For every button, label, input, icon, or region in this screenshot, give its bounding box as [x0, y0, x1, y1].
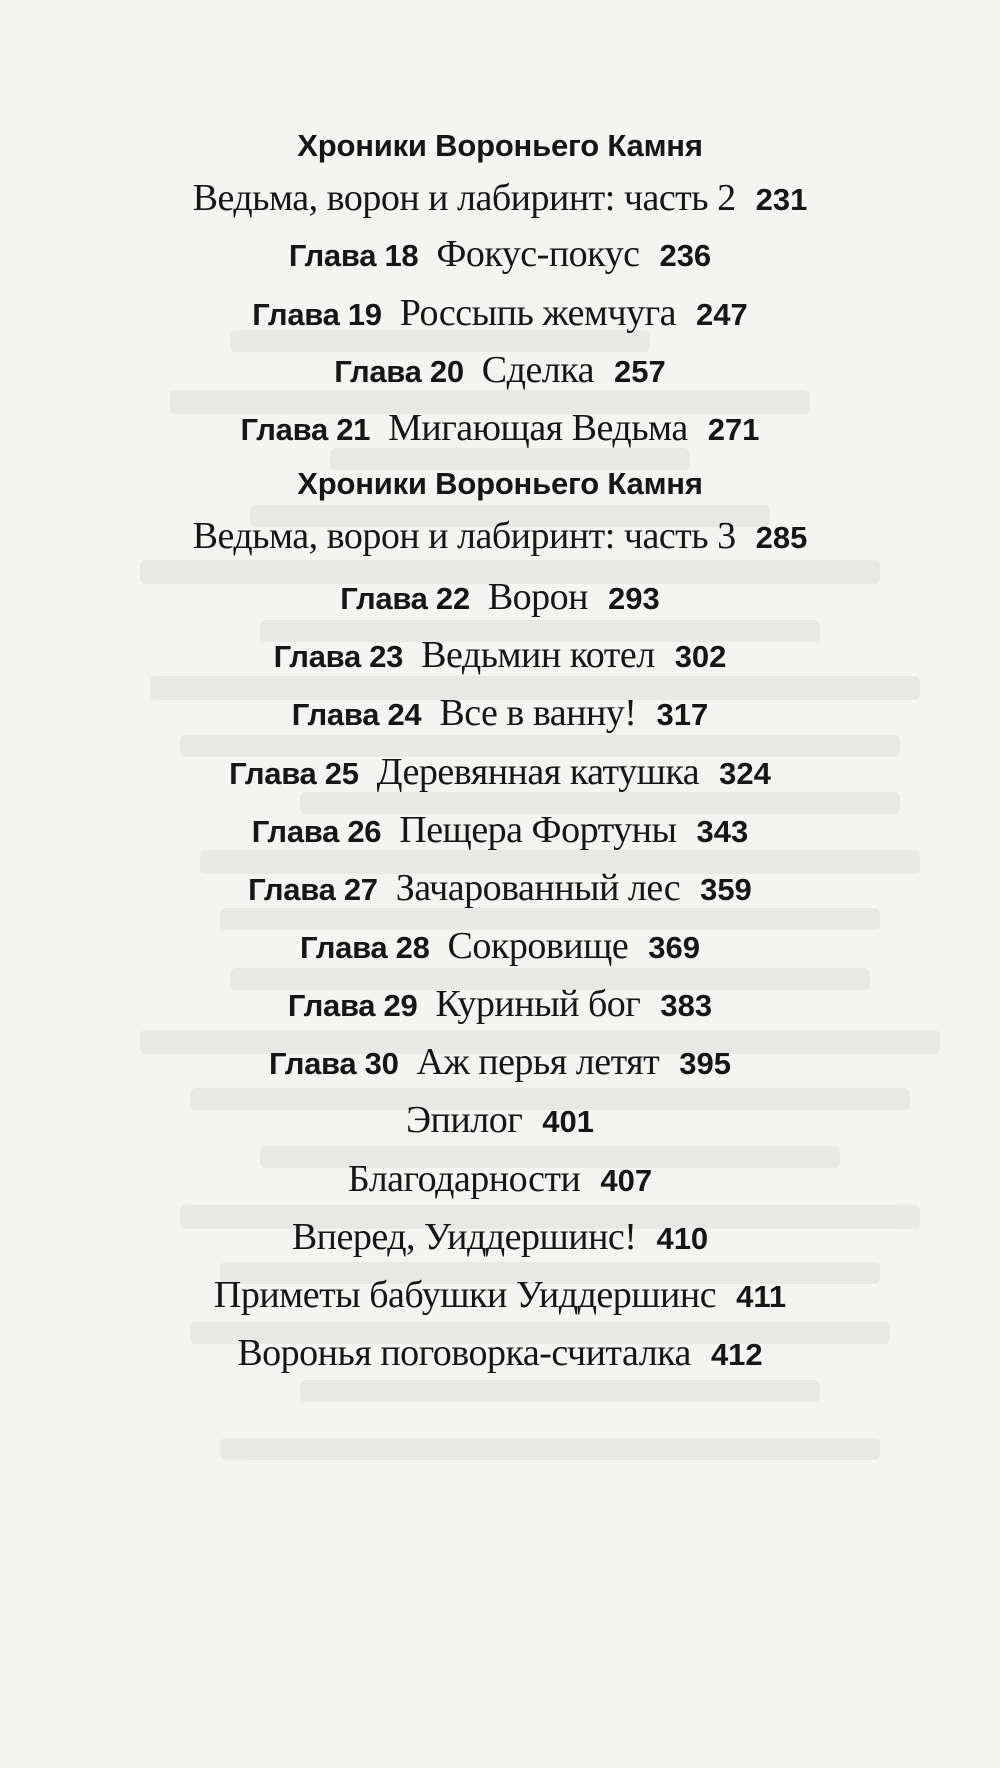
toc-entry: [0, 176, 1000, 220]
toc-entry: [0, 406, 1000, 450]
entry-title: Воронья поговорка-считалка: [237, 1332, 691, 1374]
page-number: 302: [674, 639, 727, 674]
toc-section-heading: [0, 128, 1000, 164]
entry-title: Все в ванну!: [439, 692, 637, 734]
entry-title: Сделка: [481, 349, 595, 391]
page-number: 407: [600, 1163, 653, 1198]
toc-entry: [0, 1215, 1000, 1259]
page-number: 257: [614, 354, 666, 389]
entry-title: Приметы бабушки Уиддершинс: [213, 1274, 717, 1316]
page-number: 236: [659, 238, 712, 273]
page-number: 383: [660, 988, 713, 1023]
page-number: 412: [710, 1337, 763, 1372]
page-number: 231: [755, 182, 808, 217]
toc-entry: [0, 514, 1000, 558]
entry-title: Зачарованный лес: [395, 867, 681, 909]
entry-title: Деревянная катушка: [376, 751, 700, 793]
entry-title: Эпилог: [405, 1099, 523, 1141]
page-number: 359: [700, 872, 752, 907]
entry-title: Ведьмин котел: [421, 634, 655, 676]
entry-title: Аж перья летят: [416, 1041, 660, 1083]
entry-title: Ворон: [487, 576, 588, 618]
toc-entry: [0, 232, 1000, 276]
page-number: 395: [679, 1046, 731, 1081]
chapter-label: Глава 22: [340, 581, 470, 616]
entry-title: Мигающая Ведьма: [388, 407, 688, 449]
page-number: 401: [542, 1104, 595, 1139]
entry-title: Куриный бог: [435, 983, 641, 1025]
chapter-label: Глава 24: [291, 697, 422, 732]
toc-entry: [0, 866, 1000, 910]
page-number: 369: [648, 930, 700, 965]
section-title: Хроники Вороньего Камня: [297, 128, 703, 163]
toc-entry: [0, 291, 1000, 335]
chapter-label: Глава 20: [334, 354, 464, 389]
toc-section-heading: [0, 466, 1000, 502]
toc-entry: [0, 1331, 1000, 1375]
page-number: 343: [696, 814, 749, 849]
page-number: 271: [707, 412, 760, 447]
toc-entry: [0, 633, 1000, 677]
toc-entry: [0, 808, 1000, 852]
chapter-label: Глава 30: [268, 1046, 399, 1081]
chapter-label: Глава 28: [300, 930, 430, 965]
entry-title: Сокровище: [447, 925, 629, 967]
chapter-label: Глава 26: [251, 814, 382, 849]
toc-entry: [0, 1273, 1000, 1317]
chapter-label: Глава 27: [248, 872, 378, 907]
entry-title: Россыпь жемчуга: [399, 292, 677, 334]
entry-title: Ведьма, ворон и лабиринт: часть 2: [192, 177, 736, 219]
page-number: 324: [719, 756, 771, 791]
toc-entry: [0, 1157, 1000, 1201]
entry-title: Вперед, Уиддершинс!: [291, 1216, 637, 1258]
page-number: 247: [696, 297, 748, 332]
chapter-label: Глава 23: [273, 639, 404, 674]
toc-entry: [0, 750, 1000, 794]
chapter-label: Глава 18: [288, 238, 419, 273]
entry-title: Благодарности: [347, 1158, 581, 1200]
chapter-label: Глава 25: [229, 756, 359, 791]
toc-entry: [0, 924, 1000, 968]
entry-title: Ведьма, ворон и лабиринт: часть 3: [192, 515, 736, 557]
page-number: 285: [755, 520, 808, 555]
toc-entry: [0, 1040, 1000, 1084]
chapter-label: Глава 21: [240, 412, 371, 447]
entry-title: Фокус-покус: [436, 233, 640, 275]
entry-title: Пещера Фортуны: [399, 809, 677, 851]
page-number: 293: [608, 581, 660, 616]
toc-entry: [0, 575, 1000, 619]
page-number: 411: [736, 1279, 787, 1314]
toc-entry: [0, 691, 1000, 735]
page-number: 317: [656, 697, 709, 732]
section-title: Хроники Вороньего Камня: [297, 466, 703, 501]
toc-entry: [0, 1098, 1000, 1142]
chapter-label: Глава 29: [287, 988, 418, 1023]
toc-entry: [0, 348, 1000, 392]
toc-entry: [0, 982, 1000, 1026]
page-number: 410: [656, 1221, 709, 1256]
chapter-label: Глава 19: [252, 297, 382, 332]
